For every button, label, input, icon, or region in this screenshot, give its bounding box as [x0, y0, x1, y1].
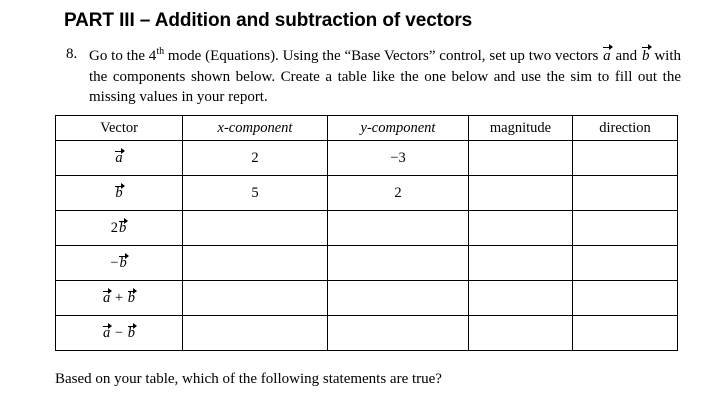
coefficient: 2 — [110, 219, 118, 236]
vector-symbol: b — [119, 219, 127, 236]
operator: + — [111, 289, 127, 306]
follow-up-question: Based on your table, which of the following statements are true? — [55, 371, 442, 387]
y-component-cell: 2 — [328, 176, 469, 211]
table-row — [56, 141, 678, 176]
direction-cell[interactable] — [573, 316, 678, 351]
ordinal-suffix: th — [156, 46, 165, 57]
magnitude-cell[interactable] — [469, 246, 573, 281]
vector-symbol: b — [127, 289, 135, 306]
table-row — [56, 211, 678, 246]
magnitude-cell[interactable] — [469, 211, 573, 246]
question-text: Go to the 4th mode (Equations). Using the “Base Vectors” control, set up two vectors a and b with the components shown below. Create a table like the one below and use the sim to fill out the missing values in your report. — [89, 46, 681, 105]
vector-cell — [56, 176, 183, 211]
vector-symbol: a — [103, 324, 111, 341]
magnitude-cell[interactable] — [469, 141, 573, 176]
magnitude-cell[interactable] — [469, 176, 573, 211]
question-number: 8. — [66, 46, 78, 62]
negation-sign: − — [110, 254, 119, 271]
magnitude-cell[interactable] — [469, 316, 573, 351]
header-vector: Vector — [56, 116, 183, 141]
vector-symbol: b — [127, 324, 135, 341]
vector-symbol: b — [115, 184, 123, 201]
header-magnitude: magnitude — [469, 116, 573, 141]
vector-a-symbol: a — [602, 46, 612, 67]
vector-cell — [56, 141, 183, 176]
vector-cell — [56, 316, 183, 351]
table-header-row — [56, 116, 678, 141]
table-row — [56, 246, 678, 281]
operator: − — [111, 324, 127, 341]
y-component-cell[interactable] — [328, 281, 469, 316]
magnitude-cell[interactable] — [469, 281, 573, 316]
vector-symbol: a — [103, 289, 111, 306]
header-direction: direction — [573, 116, 678, 141]
header-y-component: y-component — [328, 116, 469, 141]
section-heading: PART III – Addition and subtraction of vectors — [64, 10, 473, 31]
x-component-cell: 2 — [183, 141, 328, 176]
vector-symbol: b — [119, 254, 127, 271]
table-row — [56, 316, 678, 351]
y-component-cell[interactable] — [328, 246, 469, 281]
vector-cell — [56, 246, 183, 281]
vector-cell — [56, 211, 183, 246]
direction-cell[interactable] — [573, 176, 678, 211]
x-component-cell[interactable] — [183, 211, 328, 246]
y-component-cell: −3 — [328, 141, 469, 176]
header-x-component: x-component — [183, 116, 328, 141]
y-component-cell[interactable] — [328, 211, 469, 246]
y-component-cell[interactable] — [328, 316, 469, 351]
vector-table — [55, 115, 678, 351]
x-component-cell[interactable] — [183, 281, 328, 316]
direction-cell[interactable] — [573, 211, 678, 246]
direction-cell[interactable] — [573, 246, 678, 281]
x-component-cell[interactable] — [183, 246, 328, 281]
vector-cell — [56, 281, 183, 316]
vector-symbol: a — [115, 149, 123, 166]
table-row — [56, 281, 678, 316]
direction-cell[interactable] — [573, 141, 678, 176]
x-component-cell[interactable] — [183, 316, 328, 351]
vector-b-symbol: b — [641, 46, 651, 67]
x-component-cell: 5 — [183, 176, 328, 211]
direction-cell[interactable] — [573, 281, 678, 316]
table-row — [56, 176, 678, 211]
